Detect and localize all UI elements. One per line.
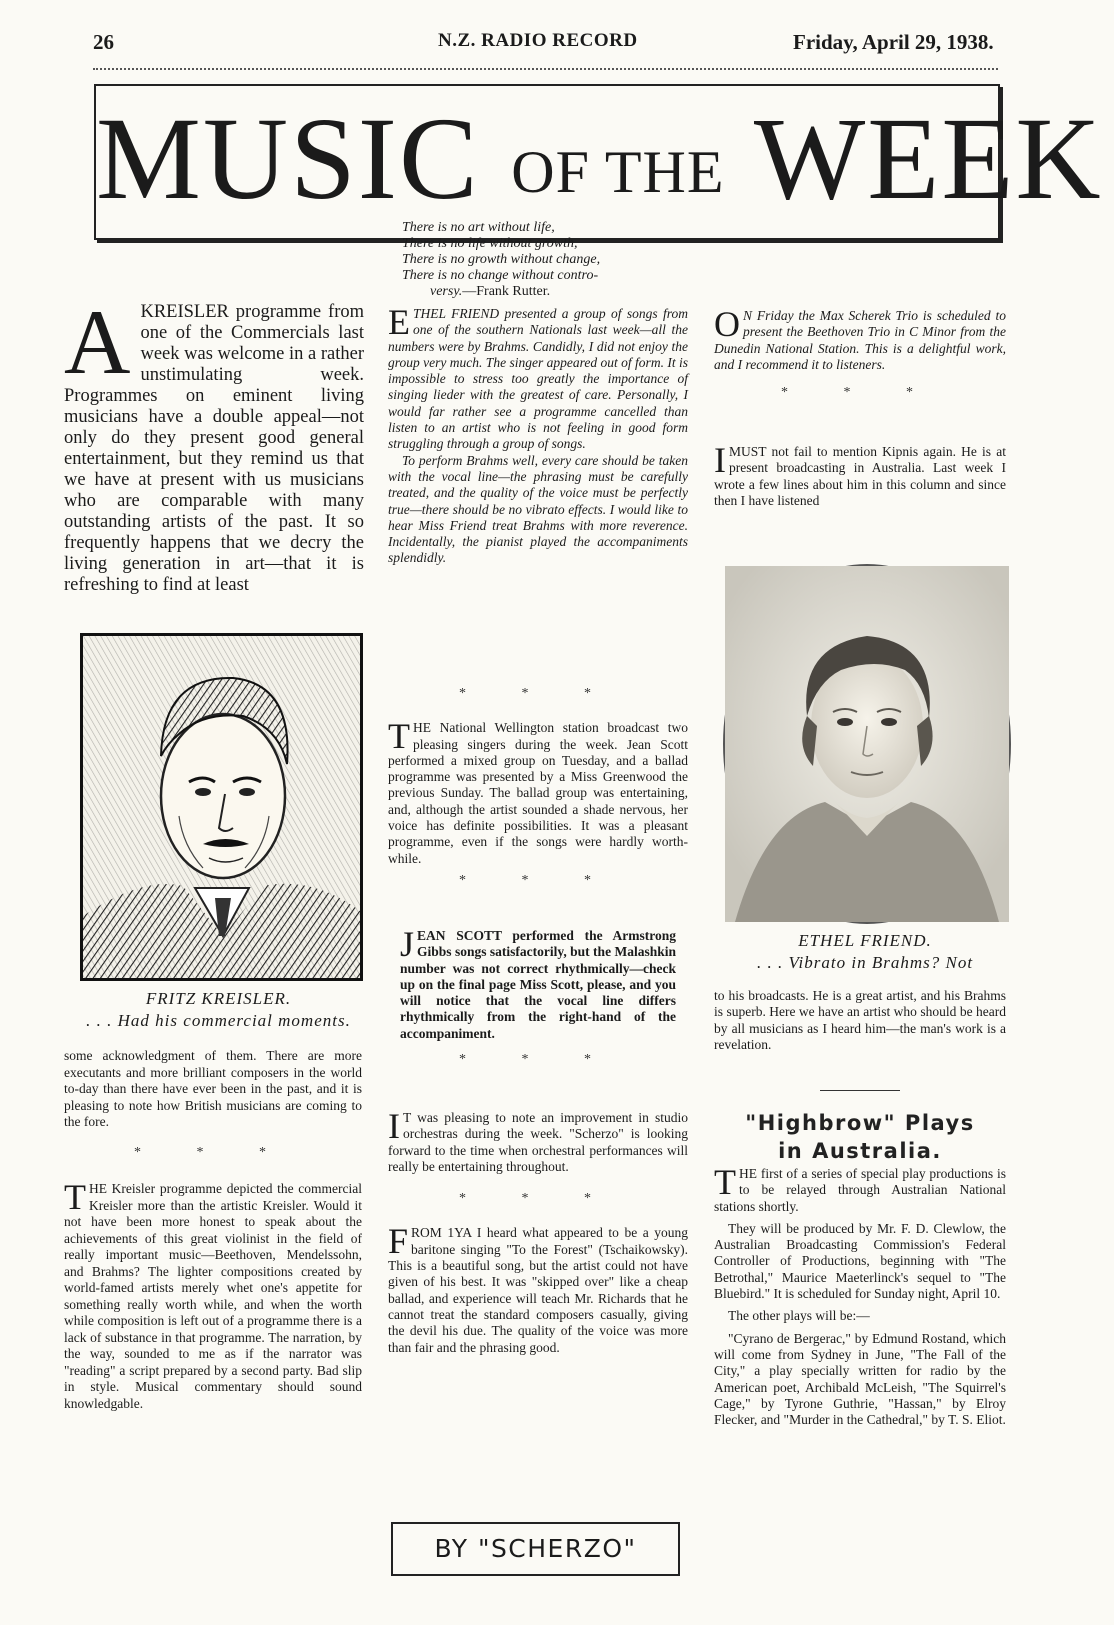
- paragraph: N Friday the Max Scherek Trio is scheduled to present the Beethoven Trio in C Minor from the Dunedin National Station. This is a delightful work, and I recommend it to listeners.: [714, 308, 1006, 372]
- initial-letter: T: [64, 1177, 86, 1217]
- epigraph-line: There is no change without contro-: [402, 268, 599, 283]
- paragraph: To perform Brahms well, every care should be taken with the vocal line—the phrasing must be carefully treated, and the quality of the voice must be perfectly true—there should be no vibrato effects. I would like to hear Miss Friend treat Brahms with more reverence. Incidentally, the pianist played the accompaniments splendidly.: [388, 452, 688, 566]
- epigraph-line: There is no growth without change,: [402, 252, 601, 267]
- initial-letter: I: [714, 440, 726, 480]
- paragraph: T was pleasing to note an improvement in studio orchestras during the week. "Scherzo" is looking forward to the time when orchestral performances will really be entertaining throughout.: [388, 1110, 688, 1174]
- drop-cap: A: [64, 291, 131, 393]
- column-3-kipnis: [714, 440, 1006, 509]
- initial-letter: F: [388, 1221, 409, 1262]
- byline-box: [391, 1522, 680, 1576]
- highbrow-section-head: [714, 1090, 1006, 1165]
- paragraph: THEL FRIEND presented a group of songs from one of the southern Nationals last week—all the numbers were by Brahms. Candidly, I did not enjoy the group very much. The singer appeared out of form. It is impossible to stress too greatly the importance of singing lieder with the greatest of care. Personally, I would far rather see a programme cancelled than listen to an artist who is not feeling in good form struggling through a group of songs.: [388, 306, 688, 452]
- column-3-bottom: [714, 1162, 1006, 1428]
- column-2-middle: [388, 672, 688, 895]
- epigraph: [402, 220, 722, 300]
- column-2-bottom: [388, 1106, 688, 1356]
- section-divider: * * *: [134, 1144, 292, 1160]
- column-3-top: [714, 304, 1006, 413]
- issue-date: Friday, April 29, 1938.: [793, 30, 994, 54]
- header-rule: [93, 68, 998, 70]
- paragraph: HE first of a series of special play productions is to be relayed through Australian National stations shortly.: [714, 1166, 1006, 1214]
- page-number: 26: [93, 30, 114, 54]
- ethel-friend-caption: [723, 930, 1007, 974]
- caption-name: ETHEL FRIEND.: [798, 931, 932, 950]
- caption-subtitle: . . . Vibrato in Brahms? Not: [756, 953, 974, 972]
- paragraph: "Cyrano de Bergerac," by Edmund Rostand, which will come from Sydney in June, "The Fall of the City," a play specially written for radio by the American poet, Archibald McLeish, "The Squirrel's Cage," by Tyrone Guthrie, "Hassan," by Elroy Flecker, and "Murder in the Cathedral," by T. S. Eliot.: [714, 1330, 1006, 1428]
- title-music: MUSIC: [96, 93, 480, 224]
- epigraph-line: There is no life without growth,: [402, 236, 578, 251]
- section-divider: * * *: [459, 1052, 617, 1068]
- paragraph: HE Kreisler programme depicted the commercial Kreisler more than the artistic Kreisler. Would it not have been more honest to speak about the achievements of this great violinist in the field of really important music—Beethoven, Mendelssohn, and Brahms? The lighter compositions created by world-famed artists merely whet one's appetite for something really worth while, and when the worth while composition is left out of a programme there is a lack of substance in that programme. The narration, by the way, sounded to me as if the narrator was "reading" a script prepared by a second party. Bad slip in style. Musical commentary should sound knowledgable.: [64, 1181, 362, 1411]
- initial-letter: T: [388, 716, 410, 757]
- initial-letter: I: [388, 1106, 400, 1146]
- paragraph: MUST not fail to mention Kipnis again. He is at present broadcasting in Australia. Last week I wrote a few lines about him in this column and since then I have listened: [714, 444, 1006, 508]
- initial-letter: J: [400, 924, 415, 964]
- column-3-continued: [714, 988, 1006, 1053]
- ethel-friend-portrait: [723, 564, 1011, 924]
- section-divider: * * *: [459, 686, 617, 701]
- epigraph-line: There is no art without life,: [402, 220, 555, 235]
- initial-letter: E: [388, 302, 410, 342]
- epigraph-author: —Frank Rutter.: [462, 284, 551, 299]
- byline: BY "SCHERZO": [434, 1534, 637, 1563]
- masthead-title: [96, 93, 1103, 231]
- section-divider: * * *: [781, 385, 939, 401]
- sub-headline-line-2: in Australia.: [778, 1139, 942, 1163]
- initial-letter: O: [714, 304, 740, 344]
- sub-headline-line-1: "Highbrow" Plays: [745, 1111, 975, 1135]
- masthead-title-box: [94, 84, 1103, 240]
- paragraph-continued: some acknowledgment of them. There are more executants and more brilliant composers in the world to-day than there have ever been in the past, and it is pleasing to note how British musicians are coming to the fore.: [64, 1048, 362, 1129]
- title-week: WEEK: [753, 93, 1103, 224]
- epigraph-attribution: [402, 284, 722, 300]
- column-2-jean-scott: [400, 924, 676, 1078]
- paragraph: EAN SCOTT performed the Armstrong Gibbs songs satisfactorily, but the Malashkin number was not correct rhythmically—check up on the final page Miss Scott, please, and you will notice that the vocal line differs rhythmically from the right-hand of the accompaniment.: [400, 928, 676, 1041]
- column-1-body: [64, 1048, 362, 1412]
- title-of-the: OF THE: [511, 139, 725, 205]
- initial-letter: T: [714, 1162, 736, 1202]
- column-2-top: [388, 302, 688, 567]
- paragraph: They will be produced by Mr. F. D. Clewlow, the Australian Broadcasting Commission's Federal Controller of Productions, beginning with "The Betrothal," Maurice Maeterlinck's sequel to "The Bluebird." It is scheduled for Sunday night, April 10.: [714, 1220, 1006, 1302]
- epigraph-last: versy.: [430, 284, 463, 299]
- publication-name: N.Z. RADIO RECORD: [438, 30, 638, 51]
- ethel-friend-photo: [725, 566, 1009, 922]
- section-divider: * * *: [459, 872, 617, 888]
- section-divider: * * *: [459, 1191, 617, 1207]
- kreisler-portrait-illustration: [83, 636, 360, 978]
- paragraph-continued: to his broadcasts. He is a great artist, and his Brahms is superb. Here we have an artist who should be heard by all musicians as I heard him—the man's work is a revelation.: [714, 988, 1006, 1052]
- caption-subtitle: . . . Had his commercial moments.: [86, 1011, 351, 1030]
- column-1-lead: [64, 291, 364, 596]
- paragraph: ROM 1YA I heard what appeared to be a young baritone singing "To the Forest" (Tschaikowsky). This is a beautiful song, but the artist could not have given of his best. It was "skipped over" like a cheap ballad, and experience will teach Mr. Richards that he cannot treat the standard composers casually, giving the devil his due. The quality of the voice was more than fair and the phrasing good.: [388, 1225, 688, 1355]
- divider-rule: [820, 1090, 900, 1091]
- paragraph: The other plays will be:—: [728, 1308, 870, 1324]
- kreisler-caption: [80, 988, 357, 1032]
- caption-name: FRITZ KREISLER.: [145, 989, 292, 1008]
- paragraph: HE National Wellington station broadcast two pleasing singers during the week. Jean Scott performed a mixed group on Tuesday, and a ballad programme was presented by a Miss Greenwood the previous Sunday. The ballad group was entertaining, and, although the artist sounded a shade nervous, her voice has definite possibilities. It was a pleasant programme, even if the songs were hardly worth-while.: [388, 720, 688, 866]
- lead-paragraph: KREISLER programme from one of the Commercials last week was welcome in a rather unstimulating week. Programmes on eminent living musicians have a double appeal—not only do they present good general entertainment, but they remind us that we have at present with us musicians who are comparable with many outstanding artists of the past. It so frequently happens that we decry the living generation in art—that it is refreshing to find at least: [64, 302, 364, 595]
- kreisler-portrait: [80, 633, 363, 981]
